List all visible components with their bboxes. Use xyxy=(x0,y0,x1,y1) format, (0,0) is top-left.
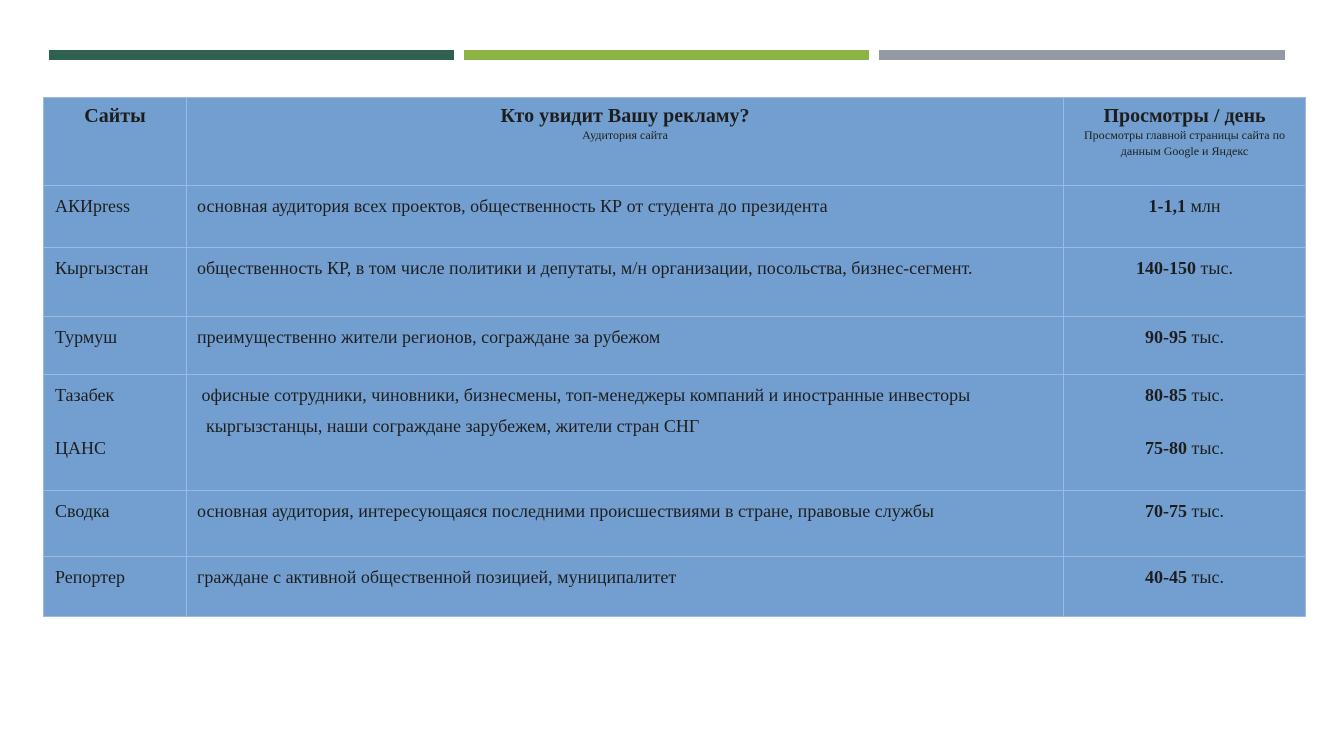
header-audience xyxy=(187,98,1064,186)
site-cell xyxy=(44,375,187,491)
views-unit: млн xyxy=(1185,196,1221,216)
header-audience-label: Кто увидит Вашу рекламу? xyxy=(500,105,750,127)
audience-text: офисные сотрудники, чиновники, бизнесмены, топ-менеджеры компаний и иностранные инвесторы xyxy=(197,385,971,405)
views-value xyxy=(1064,384,1305,406)
site-cell: АКИpress xyxy=(44,186,187,248)
site-cell: Сводка xyxy=(44,491,187,557)
site-cell: Кыргызстан xyxy=(44,248,187,317)
views-number: 40-45 xyxy=(1145,567,1188,587)
views-unit: тыс. xyxy=(1187,385,1224,405)
views-cell xyxy=(1064,186,1306,248)
accent-bar-dark-green xyxy=(49,50,454,60)
accent-bar-gray xyxy=(879,50,1285,60)
views-number: 1-1,1 xyxy=(1148,196,1186,216)
site-name-secondary: ЦАНС xyxy=(55,438,107,458)
site-cell: Турмуш xyxy=(44,317,187,375)
views-unit: тыс. xyxy=(1187,438,1224,458)
header-audience-sublabel: Аудитория сайта xyxy=(582,128,668,142)
views-cell xyxy=(1064,375,1306,491)
views-number: 140-150 xyxy=(1136,258,1197,278)
audience-cell: основная аудитория всех проектов, общественность КР от студента до президента xyxy=(187,186,1064,248)
header-views xyxy=(1064,98,1306,186)
audience-table xyxy=(43,97,1306,617)
audience-cell: граждане с активной общественной позицией, муниципалитет xyxy=(187,557,1064,617)
audience-cell: общественность КР, в том числе политики и депутаты, м/н организации, посольства, бизнес-сегмент. xyxy=(187,248,1064,317)
table-row xyxy=(44,491,1306,557)
views-number: 80-85 xyxy=(1145,385,1188,405)
audience-cell: основная аудитория, интересующаяся последними происшествиями в стране, правовые службы xyxy=(187,491,1064,557)
header-views-label: Просмотры / день xyxy=(1103,105,1266,127)
views-unit: тыс. xyxy=(1187,567,1224,587)
views-cell xyxy=(1064,317,1306,375)
accent-bar-light-green xyxy=(464,50,869,60)
views-number: 75-80 xyxy=(1145,438,1188,458)
table-row xyxy=(44,186,1306,248)
views-number: 70-75 xyxy=(1145,501,1188,521)
site-name: Тазабек xyxy=(55,385,115,405)
views-cell xyxy=(1064,491,1306,557)
views-unit: тыс. xyxy=(1187,327,1224,347)
header-sites-label: Сайты xyxy=(84,105,146,127)
header-views-sublabel: Просмотры главной страницы сайта по данным Google и Яндекс xyxy=(1083,128,1286,158)
audience-cell: преимущественно жители регионов, сограждане за рубежом xyxy=(187,317,1064,375)
views-number: 90-95 xyxy=(1145,327,1188,347)
table-header-row xyxy=(44,98,1306,186)
table-row xyxy=(44,248,1306,317)
header-sites xyxy=(44,98,187,186)
audience-cell xyxy=(187,375,1064,491)
views-cell xyxy=(1064,248,1306,317)
views-unit: тыс. xyxy=(1196,258,1233,278)
table-row xyxy=(44,317,1306,375)
views-value-secondary xyxy=(1064,437,1305,459)
table-row xyxy=(44,375,1306,491)
audience-text-secondary: кыргызстанцы, наши сограждане зарубежем, жители стран СНГ xyxy=(197,416,700,436)
views-unit: тыс. xyxy=(1187,501,1224,521)
table-row xyxy=(44,557,1306,617)
views-cell xyxy=(1064,557,1306,617)
site-cell: Репортер xyxy=(44,557,187,617)
